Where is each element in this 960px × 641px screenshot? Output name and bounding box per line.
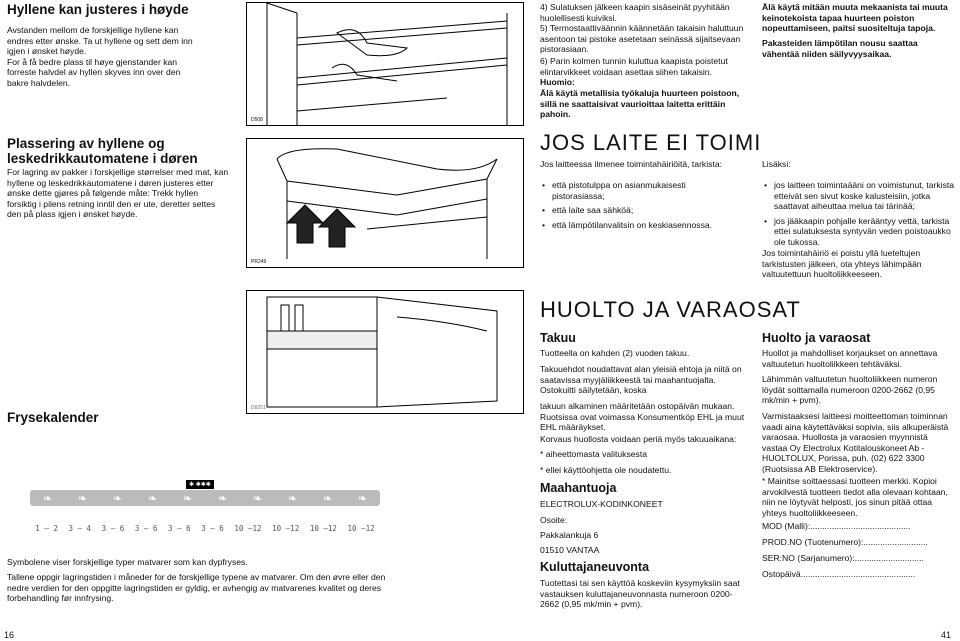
figure-door-bottles bbox=[246, 290, 524, 414]
food-icon: ❧ bbox=[252, 492, 263, 505]
text-door-shelves: For lagring av pakker i forskjellige størrelser med mat, kan hyllene og leskedrikkautomatene i døren justeres etter ønske dette gjøres på følgende måte: Trekk hyllen forsiktig i pilens retning inntil den er ute, deretter settes den på plass igjen i ønsket høyde. bbox=[7, 167, 229, 220]
food-icon: ❧ bbox=[42, 492, 53, 505]
step-4: 4) Sulatuksen jälkeen kaapin sisäseinät pyyhitään huolellisesti kuiviksi. bbox=[540, 2, 730, 23]
also-item: • jos laitteen toimintaääni on voimistunut, tarkista etteivät sen sivut koske kalusteisiin, jotka saattavat aiheuttaa melua tai tärinää; bbox=[762, 180, 958, 212]
text-takuu-1: Tuotteella on kahden (2) vuoden takuu. bbox=[540, 348, 690, 358]
figure-code: PR249 bbox=[251, 259, 267, 265]
text-takuu-5: * aiheettomasta valituksesta bbox=[540, 449, 648, 459]
page-number-right: 41 bbox=[941, 630, 952, 640]
text-takuu-6: * ellei käyttöohjetta ole noudatettu. bbox=[540, 465, 672, 475]
importer-name: ELECTROLUX-KODINKONEET bbox=[540, 499, 663, 509]
calendar-value: 10 –12 bbox=[234, 524, 262, 533]
heading-door-shelves: Plassering av hyllene og leskedrikkautomatene i døren bbox=[7, 136, 198, 166]
also-list bbox=[762, 180, 958, 252]
calendar-value: 10 –12 bbox=[309, 524, 337, 533]
heading-freeze-calendar: Frysekalender bbox=[7, 410, 99, 425]
food-icon: ❧ bbox=[77, 492, 88, 505]
figure-code: D8251 bbox=[251, 405, 266, 411]
fault-item: • että lämpötilanvalitsin on keskiasennossa. bbox=[540, 220, 740, 231]
calendar-value: 10 –12 bbox=[272, 524, 300, 533]
text-after-check: Jos toimintahäiriö ei poistu yllä lueteltujen tarkistusten jälkeen, ota yhteys lähimpään valtuutettuun huoltoliikkeeseen. bbox=[762, 248, 922, 280]
figure-door-shelves bbox=[246, 138, 524, 268]
heading-consumer: Kuluttajaneuvonta bbox=[540, 560, 650, 574]
text-huolto-3: Varmistaaksesi laitteesi moitteettoman toiminnan vaadi aina käytettäväksi sopivia, siis alkuperäistä varaosaa. Huollosta ja varaosien myynnistä vastaa Oy Electrolux Kotitalouskoneet Ab - HUOLTOLUX, Porissa, puh. (02) 622 3300 (Ruotsissa AB Elektroservice). bbox=[762, 411, 949, 474]
calendar-value: 3 – 6 bbox=[168, 524, 191, 533]
heading-takuu: Takuu bbox=[540, 331, 576, 345]
food-icons bbox=[30, 490, 380, 506]
note-title: Huomio: bbox=[540, 77, 575, 87]
calendar-value: 10 –12 bbox=[347, 524, 375, 533]
text-also: Lisäksi: bbox=[762, 159, 791, 169]
also-item: • jos jääkaapin pohjalle kerääntyy vettä, tarkista ettei sulatuksesta syntyvän veden poistoaukko ole tukossa. bbox=[762, 216, 958, 248]
heading-huolto: Huolto ja varaosat bbox=[762, 331, 871, 345]
freeze-calendar bbox=[30, 472, 380, 536]
food-icon: ❧ bbox=[287, 492, 298, 505]
text-huolto-1: Huollot ja mahdolliset korjaukset on annettava valtuutetun huoltoliikkeen tehtäväksi. bbox=[762, 348, 938, 369]
calendar-values bbox=[30, 524, 380, 533]
figure-code: D508 bbox=[251, 117, 263, 123]
text-takuu-3: takuun alkaminen määritetään ostopäivän mukaan. Ruotsissa ovat voimassa Konsumentköp EHL ja muut EHL määräykset. bbox=[540, 401, 745, 433]
importer-street: Pakkalankuja 6 bbox=[540, 530, 599, 540]
fault-item: • että laite saa sähköä; bbox=[540, 205, 740, 216]
food-icon: ❧ bbox=[147, 492, 158, 505]
star-rating-label: ✱ ✱✱✱ bbox=[186, 480, 214, 489]
calendar-value: 3 – 6 bbox=[201, 524, 224, 533]
note-text: Älä käytä metallisia työkaluja huurteen poistoon, sillä ne saattaisivat vaurioittaa laitetta erittäin pahoin. bbox=[540, 88, 740, 120]
step-5: 5) Termostaattiväännin käännetään takaisin haluttuun asentoon tai pistoke asetetaan seinässä sijaitsevaan pistorasiaan. bbox=[540, 23, 744, 55]
field-model: MOD (Malli):.......................................... bbox=[762, 521, 911, 531]
text-huolto-4: * Mainitse soittaessasi tuotteen merkki. Kopioi arvokilvestä tuotteen tiedot alla olevaan kohtaan, niin ne löytyvät helposti, jos sinun pitää ottaa yhteys huoltoliikkeeseen. bbox=[762, 476, 948, 518]
food-icon: ❧ bbox=[322, 492, 333, 505]
heading-service: HUOLTO JA VARAOSAT bbox=[540, 297, 801, 322]
page-number-left: 16 bbox=[4, 630, 15, 640]
text-storage-months: Tallene oppgir lagringstiden i måneder for de forskjellige typene av matvarer. Om den øvre eller den nedre verdien for den oppgitte lagringstiden er gyldig, er avhengig av matvarenes kvalitet og deres forbehandling før innfrysing. bbox=[7, 572, 386, 604]
text-takuu-4: Korvaus huollosta voidaan periä myös takuuaikana: bbox=[540, 434, 737, 444]
text-consumer: Tuotettasi tai sen käyttöä koskeviin kysymyksiin saat vastauksen kuluttajaneuvonnasta numeroon 0200-2662 (0,95 mk/min + pvm). bbox=[540, 578, 740, 610]
food-icon: ❧ bbox=[182, 492, 193, 505]
calendar-value: 3 – 6 bbox=[101, 524, 125, 533]
importer-city: 01510 VANTAA bbox=[540, 545, 600, 555]
food-icon: ❧ bbox=[112, 492, 123, 505]
step-6: 6) Parin kolmen tunnin kuluttua kaapista poistetut elintarvikkeet voidaan asettaa siihen takaisin. bbox=[540, 56, 728, 77]
text-symbols: Symbolene viser forskjellige typer matvarer som kan dypfryses. bbox=[7, 557, 248, 567]
text-huolto-2: Lähimmän valtuutetun huoltoliikkeen numeron löydät soittamalla numeroon 0200-2662 (0,95 mk/min + pvm). bbox=[762, 374, 938, 406]
field-serial-number: SER:NO (Sarjanumero):............................. bbox=[762, 553, 924, 563]
warning-1: Älä käytä mitään muuta mekaanista tai muuta keinotekoista tapaa huurteen poiston nopeuttamiseen, paitsi suositeltuja tapoja. bbox=[762, 2, 948, 34]
calendar-value: 1 – 2 bbox=[35, 524, 58, 533]
field-product-number: PROD.NO (Tuotenumero):........................... bbox=[762, 537, 928, 547]
fault-list bbox=[540, 180, 740, 234]
fault-item: • että pistotulppa on asianmukaisesti pistorasiassa; bbox=[540, 180, 740, 201]
importer-address-label: Osoite: bbox=[540, 515, 568, 525]
food-icon: ❧ bbox=[217, 492, 228, 505]
calendar-value: 3 – 6 bbox=[134, 524, 158, 533]
text-shelves: Avstanden mellom de forskjellige hyllene kan endres etter ønske. Ta ut hyllene og sett dem inn igjen i ønsket høyde. For å få bedre plass til høye gjenstander kan forreste halvdel av hyllen skyves inn over den bakre halvdelen. bbox=[7, 25, 193, 88]
calendar-value: 3 – 4 bbox=[68, 524, 92, 533]
figure-shelves bbox=[246, 2, 524, 126]
warning-2: Pakasteiden lämpötilan nousu saattaa vähentää niiden säilyvyysaikaa. bbox=[762, 38, 918, 59]
heading-fault: JOS LAITE EI TOIMI bbox=[540, 130, 762, 155]
heading-shelves: Hyllene kan justeres i høyde bbox=[7, 2, 189, 17]
text-takuu-2: Takuuehdot noudattavat alan yleisiä ehtoja ja niitä on saatavissa myyjäliikkeestä tai maahantuojalta. Ostokuitti säilytetään, koska bbox=[540, 364, 742, 396]
text-fault: Jos laitteessa ilmenee toimintahäiriöitä, tarkista: bbox=[540, 159, 722, 169]
food-icon: ❧ bbox=[357, 492, 368, 505]
field-purchase-date: Ostopäivä................................................ bbox=[762, 569, 916, 579]
heading-importer: Maahantuoja bbox=[540, 481, 617, 495]
